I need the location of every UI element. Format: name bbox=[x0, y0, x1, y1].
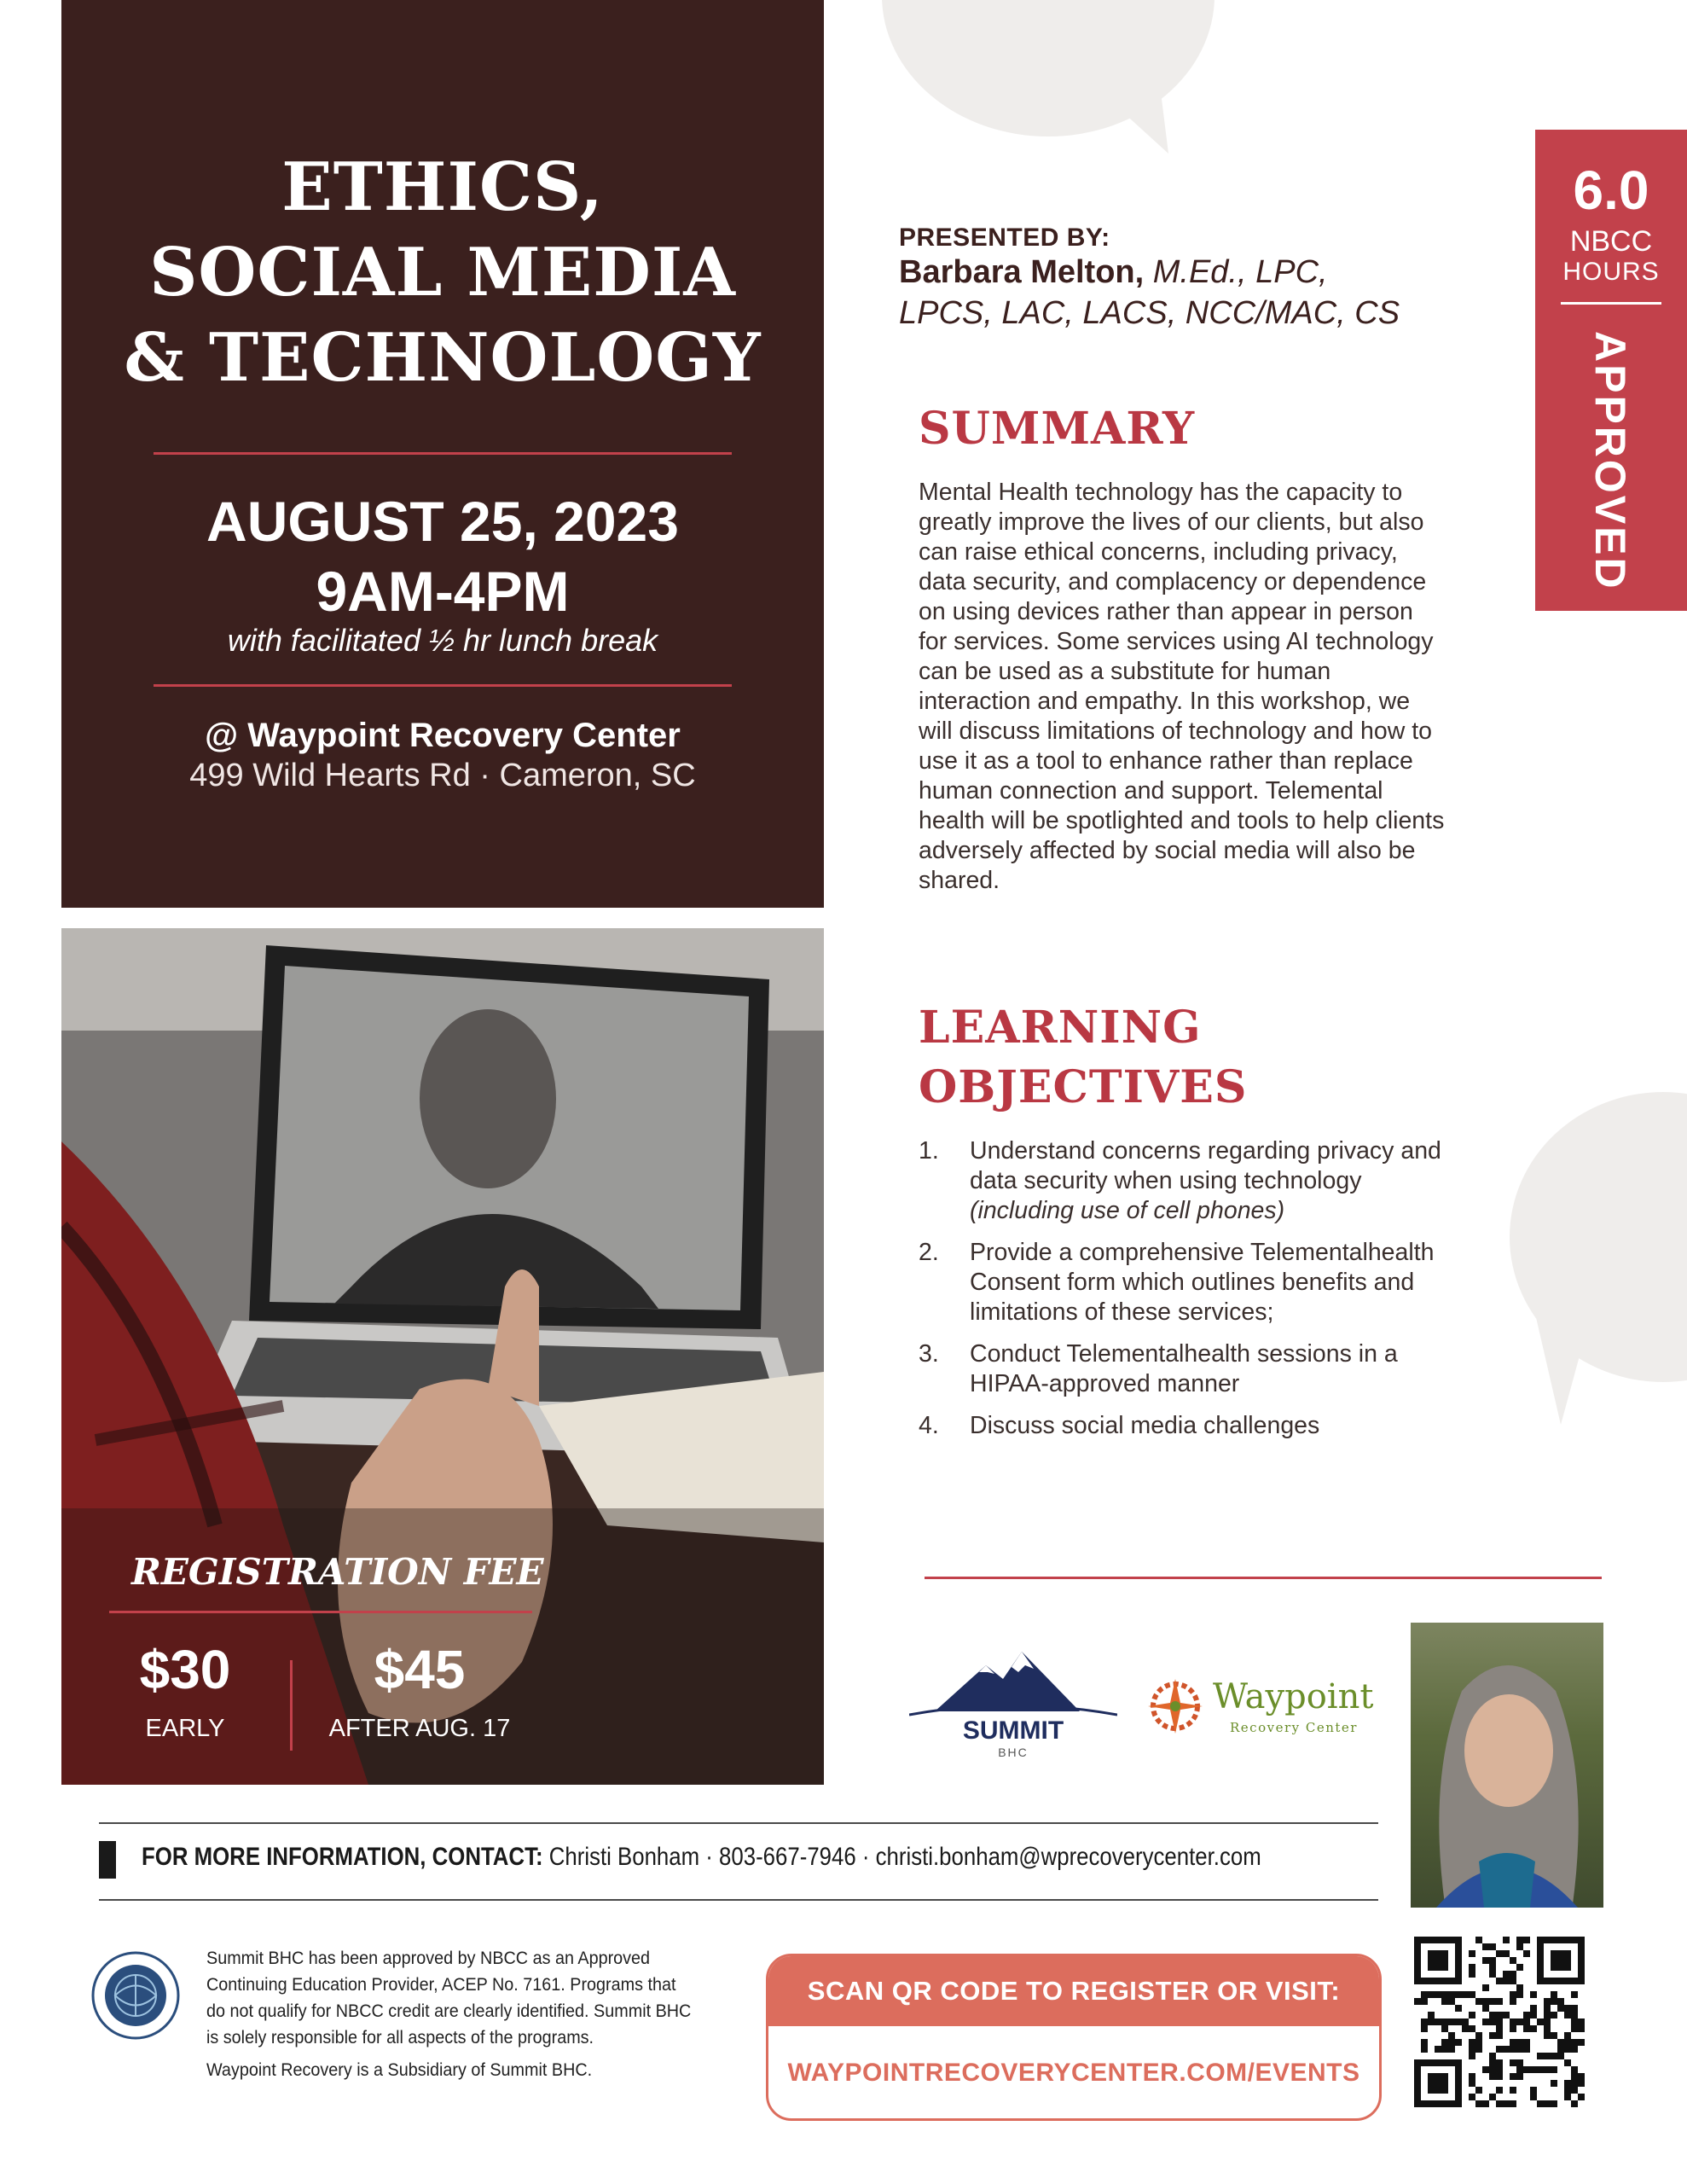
event-note: with facilitated ½ hr lunch break bbox=[227, 623, 658, 658]
late-price-label: AFTER AUG. 17 bbox=[328, 1715, 511, 1742]
list-item-text: Conduct Telementalhealth sessions in a HIPAA-approved manner bbox=[970, 1340, 1398, 1397]
list-item-text: Understand concerns regarding privacy and data security when using technology bbox=[970, 1137, 1441, 1194]
summary-text bbox=[919, 478, 1447, 896]
early-price: $30 bbox=[139, 1639, 231, 1700]
presenter-name-line bbox=[899, 254, 1328, 291]
presenter-photo bbox=[1411, 1623, 1603, 1908]
speech-bubble-tail-decoration bbox=[1058, 68, 1177, 162]
register-url-link[interactable]: WAYPOINTRECOVERYCENTER.COM/EVENTS bbox=[787, 2059, 1360, 2087]
registration-fee-heading: REGISTRATION FEE bbox=[131, 1551, 544, 1593]
waypoint-recovery-logo bbox=[1143, 1677, 1382, 1737]
early-price-label: EARLY bbox=[145, 1715, 225, 1742]
objectives-heading-line: LEARNING bbox=[919, 1002, 1202, 1054]
venue-address: 499 Wild Hearts Rd · Cameron, SC bbox=[189, 758, 696, 793]
summit-logo-subtext: BHC bbox=[998, 1745, 1029, 1759]
divider bbox=[99, 1899, 1378, 1901]
list-item-number: 1. bbox=[919, 1137, 939, 1165]
presenter-credentials-line: LPCS, LAC, LACS, NCC/MAC, CS bbox=[899, 295, 1400, 331]
divider bbox=[1561, 302, 1661, 305]
list-item-text: Discuss social media challenges bbox=[970, 1412, 1320, 1439]
hours-label: HOURS bbox=[1562, 258, 1660, 286]
waypoint-logo-subtext: Recovery Center bbox=[1230, 1720, 1358, 1735]
list-item bbox=[919, 1136, 1459, 1226]
contact-details[interactable]: Christi Bonham · 803-667-7946 · christi.bonham@wprecoverycenter.com bbox=[548, 1843, 1261, 1871]
divider bbox=[99, 1822, 1378, 1824]
list-item bbox=[919, 1339, 1459, 1399]
approved-label-wrap bbox=[1585, 331, 1636, 595]
photo-panel bbox=[61, 928, 824, 1785]
hours-org: NBCC bbox=[1569, 225, 1653, 258]
objectives-heading bbox=[919, 998, 1247, 1118]
list-item-text: Provide a comprehensive Telementalhealth Consent form which outlines benefits and limitations of these services; bbox=[970, 1239, 1435, 1326]
event-title-line: & TECHNOLOGY bbox=[124, 319, 762, 397]
register-header: SCAN QR CODE TO REGISTER OR VISIT: bbox=[768, 1956, 1379, 2026]
approved-label: APPROVED bbox=[1586, 331, 1634, 591]
event-title bbox=[61, 145, 824, 401]
late-price: $45 bbox=[374, 1639, 466, 1700]
list-item bbox=[919, 1238, 1459, 1327]
presenter-name: Barbara Melton, bbox=[899, 254, 1145, 290]
divider bbox=[925, 1577, 1602, 1579]
summit-bhc-logo bbox=[909, 1645, 1117, 1764]
venue-name: @ Waypoint Recovery Center bbox=[205, 717, 681, 754]
accreditation-text: Summit BHC has been approved by NBCC as an Approved Continuing Education Provider, ACEP No. 7161. Programs that do not qualify for NBCC credit are clearly identified. Summit BHC is solely responsible for all aspects of the programs. bbox=[206, 1948, 692, 2048]
divider bbox=[154, 684, 732, 687]
presented-by-label: PRESENTED BY: bbox=[899, 224, 1110, 252]
contact-label: FOR MORE INFORMATION, CONTACT: bbox=[142, 1843, 543, 1871]
compass-icon bbox=[1143, 1674, 1208, 1739]
event-title-panel bbox=[61, 0, 824, 908]
hours-value: 6.0 bbox=[1573, 160, 1649, 221]
contact-info bbox=[142, 1843, 1261, 1872]
register-box[interactable] bbox=[766, 1954, 1382, 2121]
speech-bubble-right-tail-decoration bbox=[1501, 1314, 1586, 1433]
summary-heading: SUMMARY bbox=[919, 403, 1196, 455]
list-item-note: (including use of cell phones) bbox=[970, 1197, 1285, 1224]
event-date: AUGUST 25, 2023 bbox=[206, 490, 679, 553]
nbcc-seal-icon bbox=[90, 1950, 181, 2041]
waypoint-logo-text: Waypoint bbox=[1213, 1677, 1374, 1716]
summary-paragraph: Mental Health technology has the capacity to greatly improve the lives of our clients, but also can raise ethical concerns, including privacy, data security, and complacency or dependence on using devices rather than appear in person for services. Some services using AI technology can be used as a substitute for human interaction and empathy. In this workshop, we will discuss limitations of technology and how to use it as a tool to enhance rather than replace human connection and support. Telemental health will be spotlighted and tools to help clients adversely affected by social media will also be shared. bbox=[919, 479, 1445, 894]
list-item bbox=[919, 1411, 1459, 1441]
event-title-line: ETHICS, bbox=[281, 148, 604, 226]
nbcc-hours-badge bbox=[1535, 130, 1687, 611]
list-item-number: 4. bbox=[919, 1412, 939, 1439]
divider bbox=[290, 1660, 293, 1751]
objectives-list bbox=[919, 1136, 1459, 1453]
list-item-number: 2. bbox=[919, 1239, 939, 1266]
presenter-credentials: M.Ed., LPC, bbox=[1152, 254, 1328, 290]
qr-code-icon[interactable] bbox=[1414, 1937, 1585, 2107]
presenter-headshot bbox=[1411, 1623, 1603, 1908]
event-title-line: SOCIAL MEDIA bbox=[149, 234, 736, 311]
divider bbox=[109, 1611, 532, 1613]
contact-marker bbox=[99, 1841, 116, 1879]
divider bbox=[154, 452, 732, 455]
objectives-heading-line: OBJECTIVES bbox=[919, 1061, 1248, 1113]
event-time: 9AM-4PM bbox=[316, 560, 570, 623]
list-item-number: 3. bbox=[919, 1340, 939, 1368]
summit-logo-text: SUMMIT bbox=[962, 1716, 1064, 1745]
subsidiary-text: Waypoint Recovery is a Subsidiary of Summit BHC. bbox=[206, 2059, 593, 2080]
mountain-icon bbox=[909, 1645, 1117, 1716]
